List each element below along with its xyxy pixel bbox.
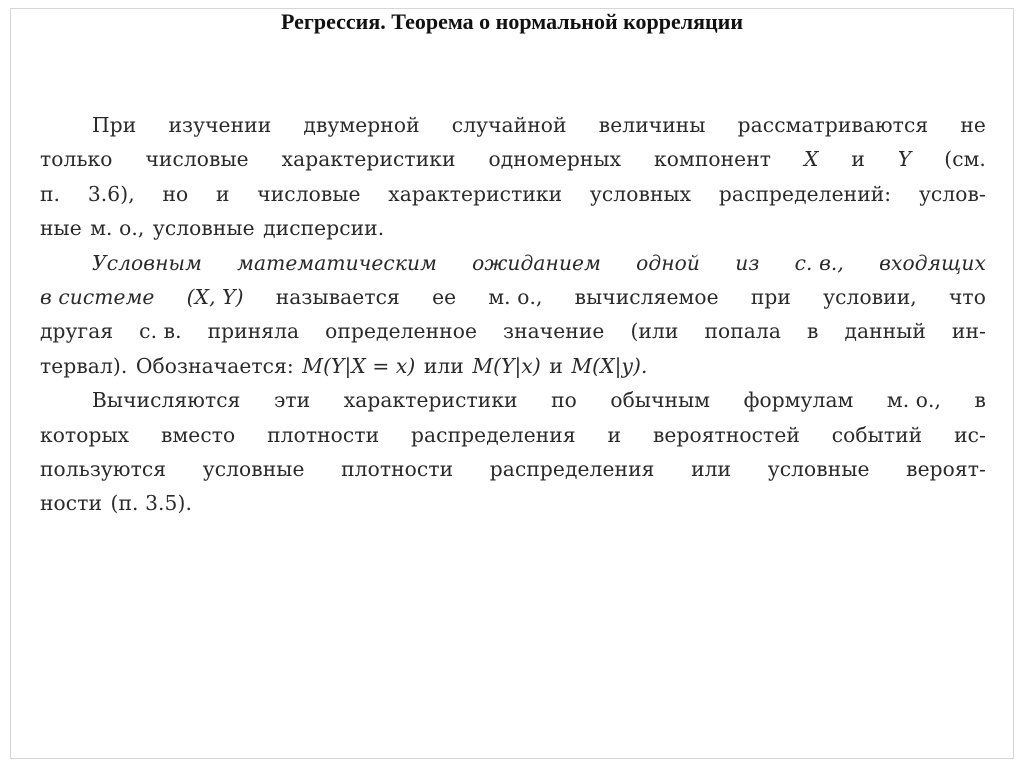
text-line bbox=[40, 486, 986, 520]
text-word: компонент bbox=[654, 147, 772, 172]
text-line bbox=[40, 452, 986, 486]
text-word: п. bbox=[40, 181, 61, 206]
text-word: При bbox=[92, 113, 137, 137]
slide-title: Регрессия. Теорема о нормальной корреляции bbox=[280, 9, 744, 34]
text-word: или bbox=[423, 353, 464, 378]
text-word: M(Y|x) bbox=[472, 353, 541, 378]
text-line bbox=[40, 211, 986, 245]
text-word: характеристики bbox=[388, 181, 563, 206]
text-word: значение bbox=[503, 319, 605, 344]
text-word: с. в., bbox=[794, 250, 844, 275]
text-word: одной bbox=[636, 250, 701, 275]
text-word: в bbox=[806, 319, 819, 344]
text-line bbox=[40, 108, 986, 142]
text-word: и bbox=[549, 353, 563, 378]
text-word: ее bbox=[432, 284, 457, 309]
text-word: одномерных bbox=[488, 147, 622, 172]
text-line bbox=[40, 177, 986, 211]
text-word: в bbox=[974, 388, 986, 413]
text-word: с. в. bbox=[139, 319, 182, 344]
text-word: или bbox=[691, 456, 732, 481]
text-line bbox=[40, 246, 986, 280]
text-word: рассматриваются bbox=[737, 113, 929, 137]
text-line bbox=[40, 314, 986, 348]
text-word: обычным bbox=[610, 388, 711, 413]
text-word: данный bbox=[844, 319, 926, 344]
text-word: определенное bbox=[325, 319, 478, 344]
text-word: и bbox=[851, 147, 865, 172]
text-word: плотности bbox=[267, 422, 380, 447]
text-word: которых bbox=[40, 422, 130, 447]
text-word: X bbox=[803, 147, 819, 172]
text-word: по bbox=[551, 388, 577, 413]
text-word: ин- bbox=[951, 319, 986, 344]
text-word: случайной bbox=[451, 113, 567, 137]
text-word: называется bbox=[275, 284, 400, 309]
text-word: входящих bbox=[879, 250, 986, 275]
text-word: M(X|y). bbox=[571, 353, 648, 378]
text-word: двумерной bbox=[303, 113, 420, 137]
text-word: ожиданием bbox=[472, 250, 601, 275]
text-word: Обозначается: bbox=[135, 353, 294, 378]
text-word: м. о., bbox=[488, 284, 543, 309]
text-word: условные bbox=[202, 456, 305, 481]
text-word: эти bbox=[273, 388, 311, 413]
text-word: при bbox=[750, 284, 791, 309]
text-word: (X, Y) bbox=[186, 284, 244, 309]
text-word: распределений: bbox=[718, 181, 892, 206]
text-word: только bbox=[40, 147, 113, 172]
text-word: условии, bbox=[823, 284, 917, 309]
text-word: Вычисляются bbox=[92, 388, 241, 413]
text-word: вероятностей bbox=[652, 422, 800, 447]
text-word: Y bbox=[897, 147, 912, 172]
text-word: Условным bbox=[92, 250, 202, 275]
text-word: ности bbox=[40, 491, 103, 516]
text-word: дисперсии. bbox=[263, 216, 385, 241]
text-word: M(Y|X = x) bbox=[302, 353, 416, 378]
text-word: вычисляемое bbox=[574, 284, 719, 309]
text-word: не bbox=[960, 113, 986, 137]
text-word: распределения bbox=[411, 422, 576, 447]
text-word: условные bbox=[152, 216, 255, 241]
text-word: м. о., bbox=[90, 216, 145, 241]
text-word: попала bbox=[704, 319, 781, 344]
text-word: из bbox=[735, 250, 760, 275]
text-word: (см. bbox=[944, 147, 986, 172]
scanned-text-block bbox=[40, 108, 986, 521]
text-word: распределения bbox=[489, 456, 655, 481]
text-word: условные bbox=[767, 456, 870, 481]
text-word: услов- bbox=[918, 181, 986, 206]
text-word: в системе bbox=[40, 284, 155, 309]
text-line bbox=[40, 349, 986, 383]
text-word: м. о., bbox=[886, 388, 942, 413]
text-word: и bbox=[216, 181, 230, 206]
text-word: математическим bbox=[237, 250, 437, 275]
text-line bbox=[40, 280, 986, 314]
text-word: приняла bbox=[207, 319, 300, 344]
text-word: формулам bbox=[743, 388, 854, 413]
text-word: числовые bbox=[145, 147, 249, 172]
text-word: ис- bbox=[954, 422, 986, 447]
text-word: ные bbox=[40, 216, 82, 241]
text-word: событий bbox=[831, 422, 923, 447]
text-word: (или bbox=[630, 319, 679, 344]
text-word: но bbox=[162, 181, 189, 206]
text-word: (п. 3.5). bbox=[110, 491, 192, 516]
text-word: 3.6), bbox=[87, 181, 135, 206]
text-word: числовые bbox=[257, 181, 361, 206]
text-line bbox=[40, 383, 986, 417]
text-word: тервал). bbox=[40, 353, 128, 378]
text-word: и bbox=[607, 422, 622, 447]
text-word: условных bbox=[589, 181, 692, 206]
text-word: плотности bbox=[341, 456, 454, 481]
text-word: другая bbox=[40, 319, 114, 344]
text-word: пользуются bbox=[40, 456, 167, 481]
text-word: вероят- bbox=[906, 456, 986, 481]
text-word: что bbox=[948, 284, 986, 309]
text-line bbox=[40, 418, 986, 452]
text-word: вместо bbox=[161, 422, 236, 447]
text-word: характеристики bbox=[281, 147, 456, 172]
text-line bbox=[40, 142, 986, 176]
text-word: характеристики bbox=[343, 388, 518, 413]
text-word: изучении bbox=[168, 113, 272, 137]
text-word: величины bbox=[598, 113, 706, 137]
